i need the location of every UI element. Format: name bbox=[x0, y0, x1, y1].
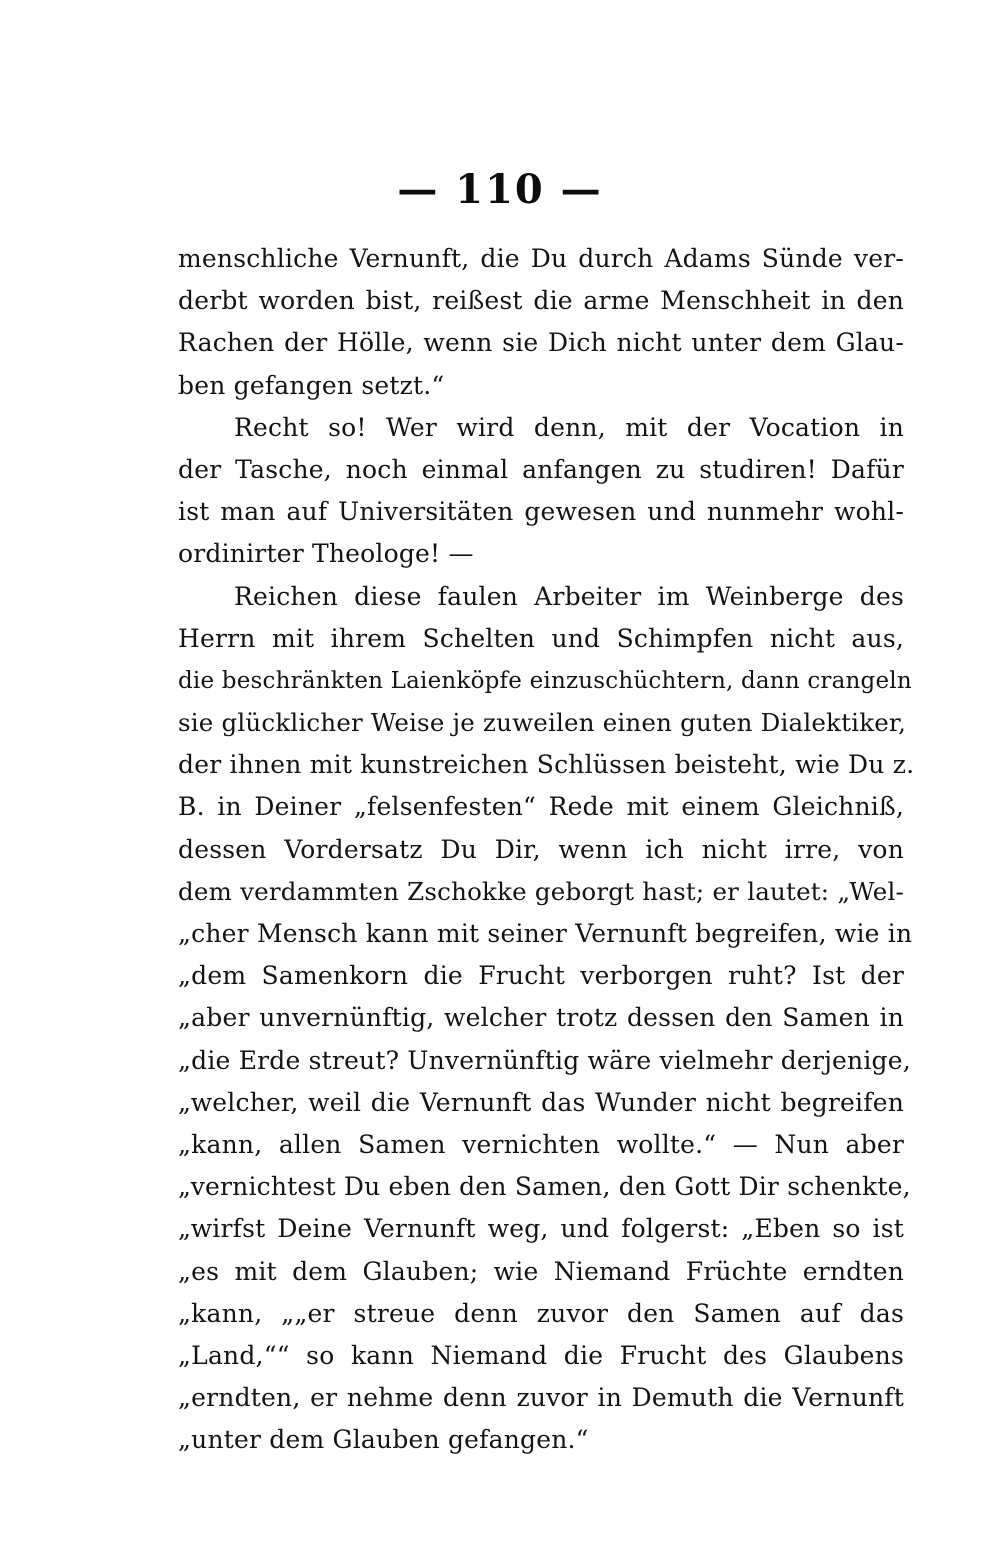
text-line: „aber unvernünftig, welcher trotz dessen den Samen in bbox=[178, 1003, 904, 1033]
text-line: Recht so! Wer wird denn, mit der Vocation in bbox=[234, 412, 904, 442]
text-line: ordinirter Theologe! — bbox=[178, 539, 474, 569]
text-line: menschliche Vernunft, die Du durch Adams Sünde ver- bbox=[178, 244, 904, 273]
text-line: „welcher, weil die Vernunft das Wunder nicht begreifen bbox=[178, 1087, 904, 1117]
text-line: derbt worden bist, reißest die arme Menschheit in den bbox=[178, 286, 904, 316]
text-line: „es mit dem Glauben; wie Niemand Früchte erndten bbox=[178, 1256, 904, 1286]
body-text bbox=[178, 238, 915, 1461]
text-line: Rachen der Hölle, wenn sie Dich nicht unter dem Glau- bbox=[178, 328, 904, 358]
text-line: „die Erde streut? Unvernünftig wäre vielmehr derjenige, bbox=[178, 1045, 911, 1075]
text-line: „cher Mensch kann mit seiner Vernunft begreifen, wie in bbox=[178, 919, 913, 948]
text-line: B. in Deiner „felsenfesten“ Rede mit einem Gleichniß, bbox=[178, 792, 904, 822]
text-line: „vernichtest Du eben den Samen, den Gott Dir schenkte, bbox=[178, 1172, 911, 1202]
text-line: der Tasche, noch einmal anfangen zu studiren! Dafür bbox=[178, 454, 904, 484]
text-line: die beschränkten Laienköpfe einzuschüchtern, dann crangeln bbox=[178, 667, 912, 694]
text-line: „unter dem Glauben gefangen.“ bbox=[178, 1425, 589, 1455]
text-line: „dem Samenkorn die Frucht verborgen ruht? Ist der bbox=[178, 961, 904, 991]
text-line: Herrn mit ihrem Schelten und Schimpfen nicht aus, bbox=[178, 623, 904, 653]
text-line: der ihnen mit kunstreichen Schlüssen beisteht, wie Du z. bbox=[178, 750, 915, 780]
text-line: „wirfst Deine Vernunft weg, und folgerst: „Eben so ist bbox=[178, 1214, 904, 1244]
text-line: „erndten, er nehme denn zuvor in Demuth die Vernunft bbox=[178, 1383, 904, 1413]
text-line: „Land,““ so kann Niemand die Frucht des Glaubens bbox=[178, 1340, 904, 1370]
text-line: sie glücklicher Weise je zuweilen einen guten Dialektiker, bbox=[178, 708, 907, 738]
text-line: „kann, allen Samen vernichten wollte.“ — Nun aber bbox=[178, 1129, 904, 1159]
text-line: dem verdammten Zschokke geborgt hast; er lautet: „Wel- bbox=[178, 876, 904, 906]
page-number: — 110 — bbox=[397, 166, 603, 213]
text-line: „kann, „„er streue denn zuvor den Samen auf das bbox=[178, 1298, 904, 1328]
text-line: ben gefangen setzt.“ bbox=[178, 370, 445, 400]
text-line: dessen Vordersatz Du Dir, wenn ich nicht irre, von bbox=[178, 834, 904, 864]
text-line: ist man auf Universitäten gewesen und nunmehr wohl- bbox=[178, 497, 904, 527]
text-line: Reichen diese faulen Arbeiter im Weinberge des bbox=[234, 581, 904, 611]
